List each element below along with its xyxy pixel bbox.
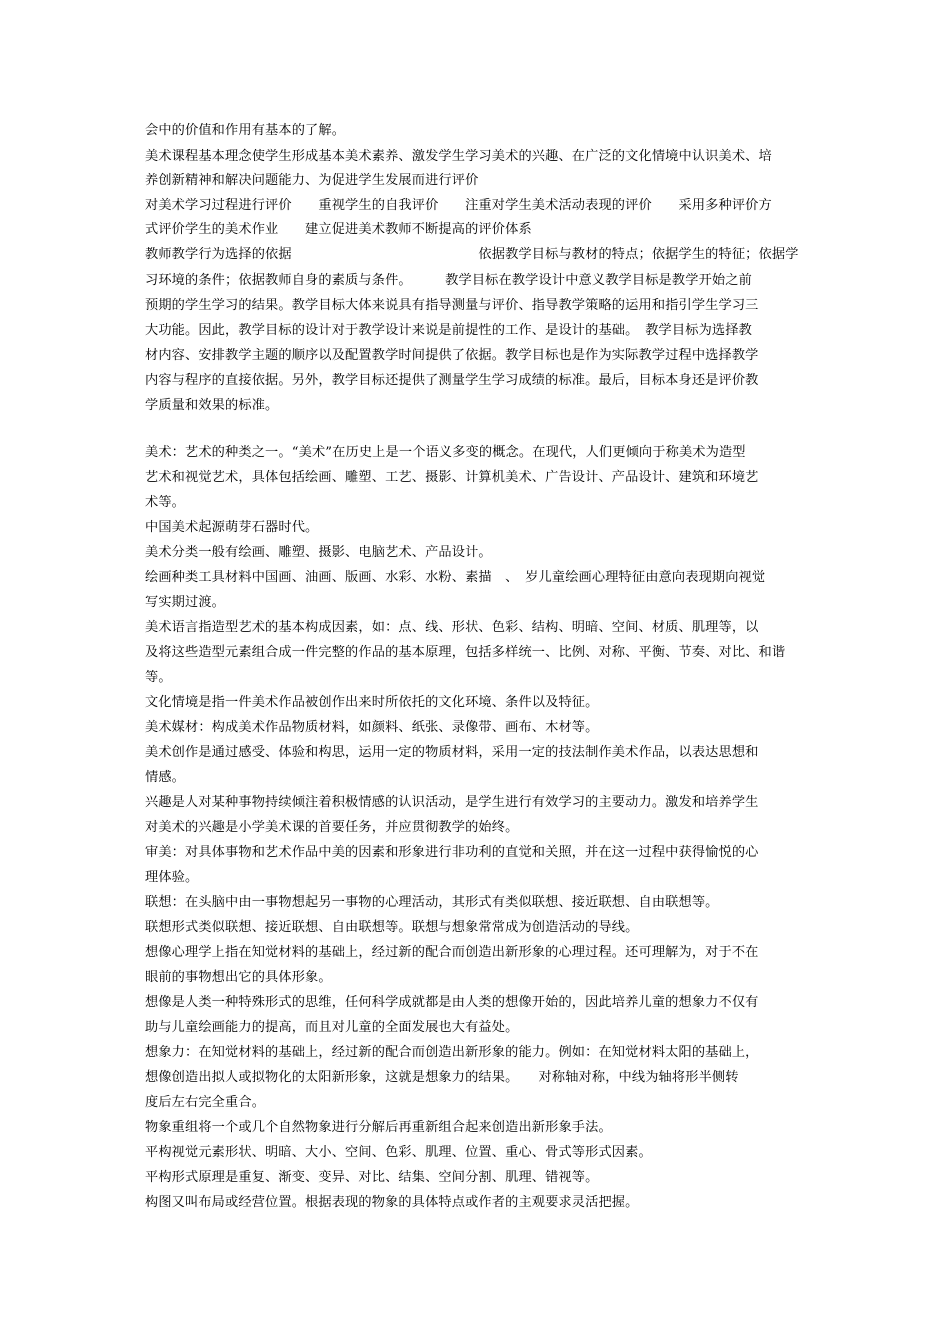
text-line: 式评价学生的美术作业 建立促进美术教师不断提高的评价体系: [145, 222, 532, 237]
text-line: 想像是人类一种特殊形式的思维，任何科学成就都是由人类的想像开始的，因此培养儿童的想象力不仅有: [145, 995, 759, 1010]
text-line: 兴趣是人对某种事物持续倾注着积极情感的认识活动，是学生进行有效学习的主要动力。激发和培养学生: [145, 795, 759, 810]
text-line: 内容与程序的直接依据。另外，教学目标还提供了测量学生学习成绩的标准。最后，目标本身还是评价教: [145, 373, 759, 388]
text-line: 眼前的事物想出它的具体形象。: [145, 970, 332, 985]
text-line: 会中的价值和作用有基本的了解。: [145, 123, 346, 138]
text-line: 养创新精神和解决问题能力、为促进学生发展而进行评价: [145, 173, 479, 188]
text-line: 文化情境是指一件美术作品被创作出来时所依托的文化环境、条件以及特征。: [145, 695, 599, 710]
text-line: 构图又叫布局或经营位置。根据表现的物象的具体特点或作者的主观要求灵活把握。: [145, 1195, 639, 1210]
text-line: 教师教学行为选择的依据 依据教学目标与教材的特点；依据学生的特征；依据学: [145, 247, 799, 262]
text-line: 对美术的兴趣是小学美术课的首要任务，并应贯彻教学的始终。: [145, 820, 519, 835]
text-line: 大功能。因此，教学目标的设计对于教学设计来说是前提性的工作、是设计的基础。 教学目标为选择教: [145, 323, 752, 338]
text-line: 理体验。: [145, 870, 199, 885]
text-line: 学质量和效果的标准。: [145, 398, 279, 413]
text-line: 审美：对具体事物和艺术作品中美的因素和形象进行非功利的直觉和关照，并在这一过程中获得愉悦的心: [145, 845, 759, 860]
text-line: 美术媒材：构成美术作品物质材料，如颜料、纸张、录像带、画布、木材等。: [145, 720, 599, 735]
text-line: 术等。: [145, 495, 186, 510]
text-line: 平构形式原理是重复、渐变、变异、对比、结集、空间分割、肌理、错视等。: [145, 1170, 599, 1185]
text-line: 想像心理学上指在知觉材料的基础上，经过新的配合而创造出新形象的心理过程。还可理解为，对于不在: [145, 945, 759, 960]
text-line: 对美术学习过程进行评价 重视学生的自我评价 注重对学生美术活动表现的评价 采用多种评价方: [145, 198, 772, 213]
text-line: 想像创造出拟人或拟物化的太阳新形象，这就是想象力的结果。 对称轴对称，中线为轴将形半侧转: [145, 1070, 739, 1085]
text-line: 情感。: [145, 770, 186, 785]
text-line: 想象力：在知觉材料的基础上，经过新的配合而创造出新形象的能力。例如：在知觉材料太阳的基础上，: [145, 1045, 759, 1060]
text-line: 美术课程基本理念使学生形成基本美术素养、激发学生学习美术的兴趣、在广泛的文化情境中认识美术、培: [145, 149, 772, 164]
text-line: 度后左右完全重合。: [145, 1095, 266, 1110]
text-line: 美术：艺术的种类之一。“美术”在历史上是一个语义多变的概念。在现代，人们更倾向于称美术为造型: [145, 445, 746, 460]
text-line: 美术语言指造型艺术的基本构成因素，如：点、线、形状、色彩、结构、明暗、空间、材质、肌理等，以: [145, 620, 759, 635]
text-line: 联想：在头脑中由一事物想起另一事物的心理活动，其形式有类似联想、接近联想、自由联想等。: [145, 895, 719, 910]
text-line: 绘画种类工具材料中国画、油画、版画、水彩、水粉、素描 、 岁儿童绘画心理特征由意向表现期向视觉: [145, 570, 766, 585]
text-line: 物象重组将一个或几个自然物象进行分解后再重新组合起来创造出新形象手法。: [145, 1120, 612, 1135]
text-line: 中国美术起源萌芽石器时代。: [145, 520, 319, 535]
text-line: 美术创作是通过感受、体验和构思，运用一定的物质材料，采用一定的技法制作美术作品，以表达思想和: [145, 745, 759, 760]
text-line: 平构视觉元素形状、明暗、大小、空间、色彩、肌理、位置、重心、骨式等形式因素。: [145, 1145, 652, 1160]
text-line: 预期的学生学习的结果。教学目标大体来说具有指导测量与评价、指导教学策略的运用和指引学生学习三: [145, 298, 759, 313]
text-line: 等。: [145, 670, 172, 685]
text-line: 助与儿童绘画能力的提高，而且对儿童的全面发展也大有益处。: [145, 1020, 519, 1035]
text-line: 艺术和视觉艺术，具体包括绘画、雕塑、工艺、摄影、计算机美术、广告设计、产品设计、建筑和环境艺: [145, 470, 759, 485]
text-line: 联想形式类似联想、接近联想、自由联想等。联想与想象常常成为创造活动的导线。: [145, 920, 639, 935]
text-line: 美术分类一般有绘画、雕塑、摄影、电脑艺术、产品设计。: [145, 545, 492, 560]
text-line: 习环境的条件；依据教师自身的素质与条件。 教学目标在教学设计中意义教学目标是教学开始之前: [145, 273, 752, 288]
text-line: 及将这些造型元素组合成一件完整的作品的基本原理，包括多样统一、比例、对称、平衡、节奏、对比、和谐: [145, 645, 786, 660]
text-line: 写实期过渡。: [145, 595, 226, 610]
text-line: 材内容、安排教学主题的顺序以及配置教学时间提供了依据。教学目标也是作为实际教学过程中选择教学: [145, 348, 759, 363]
